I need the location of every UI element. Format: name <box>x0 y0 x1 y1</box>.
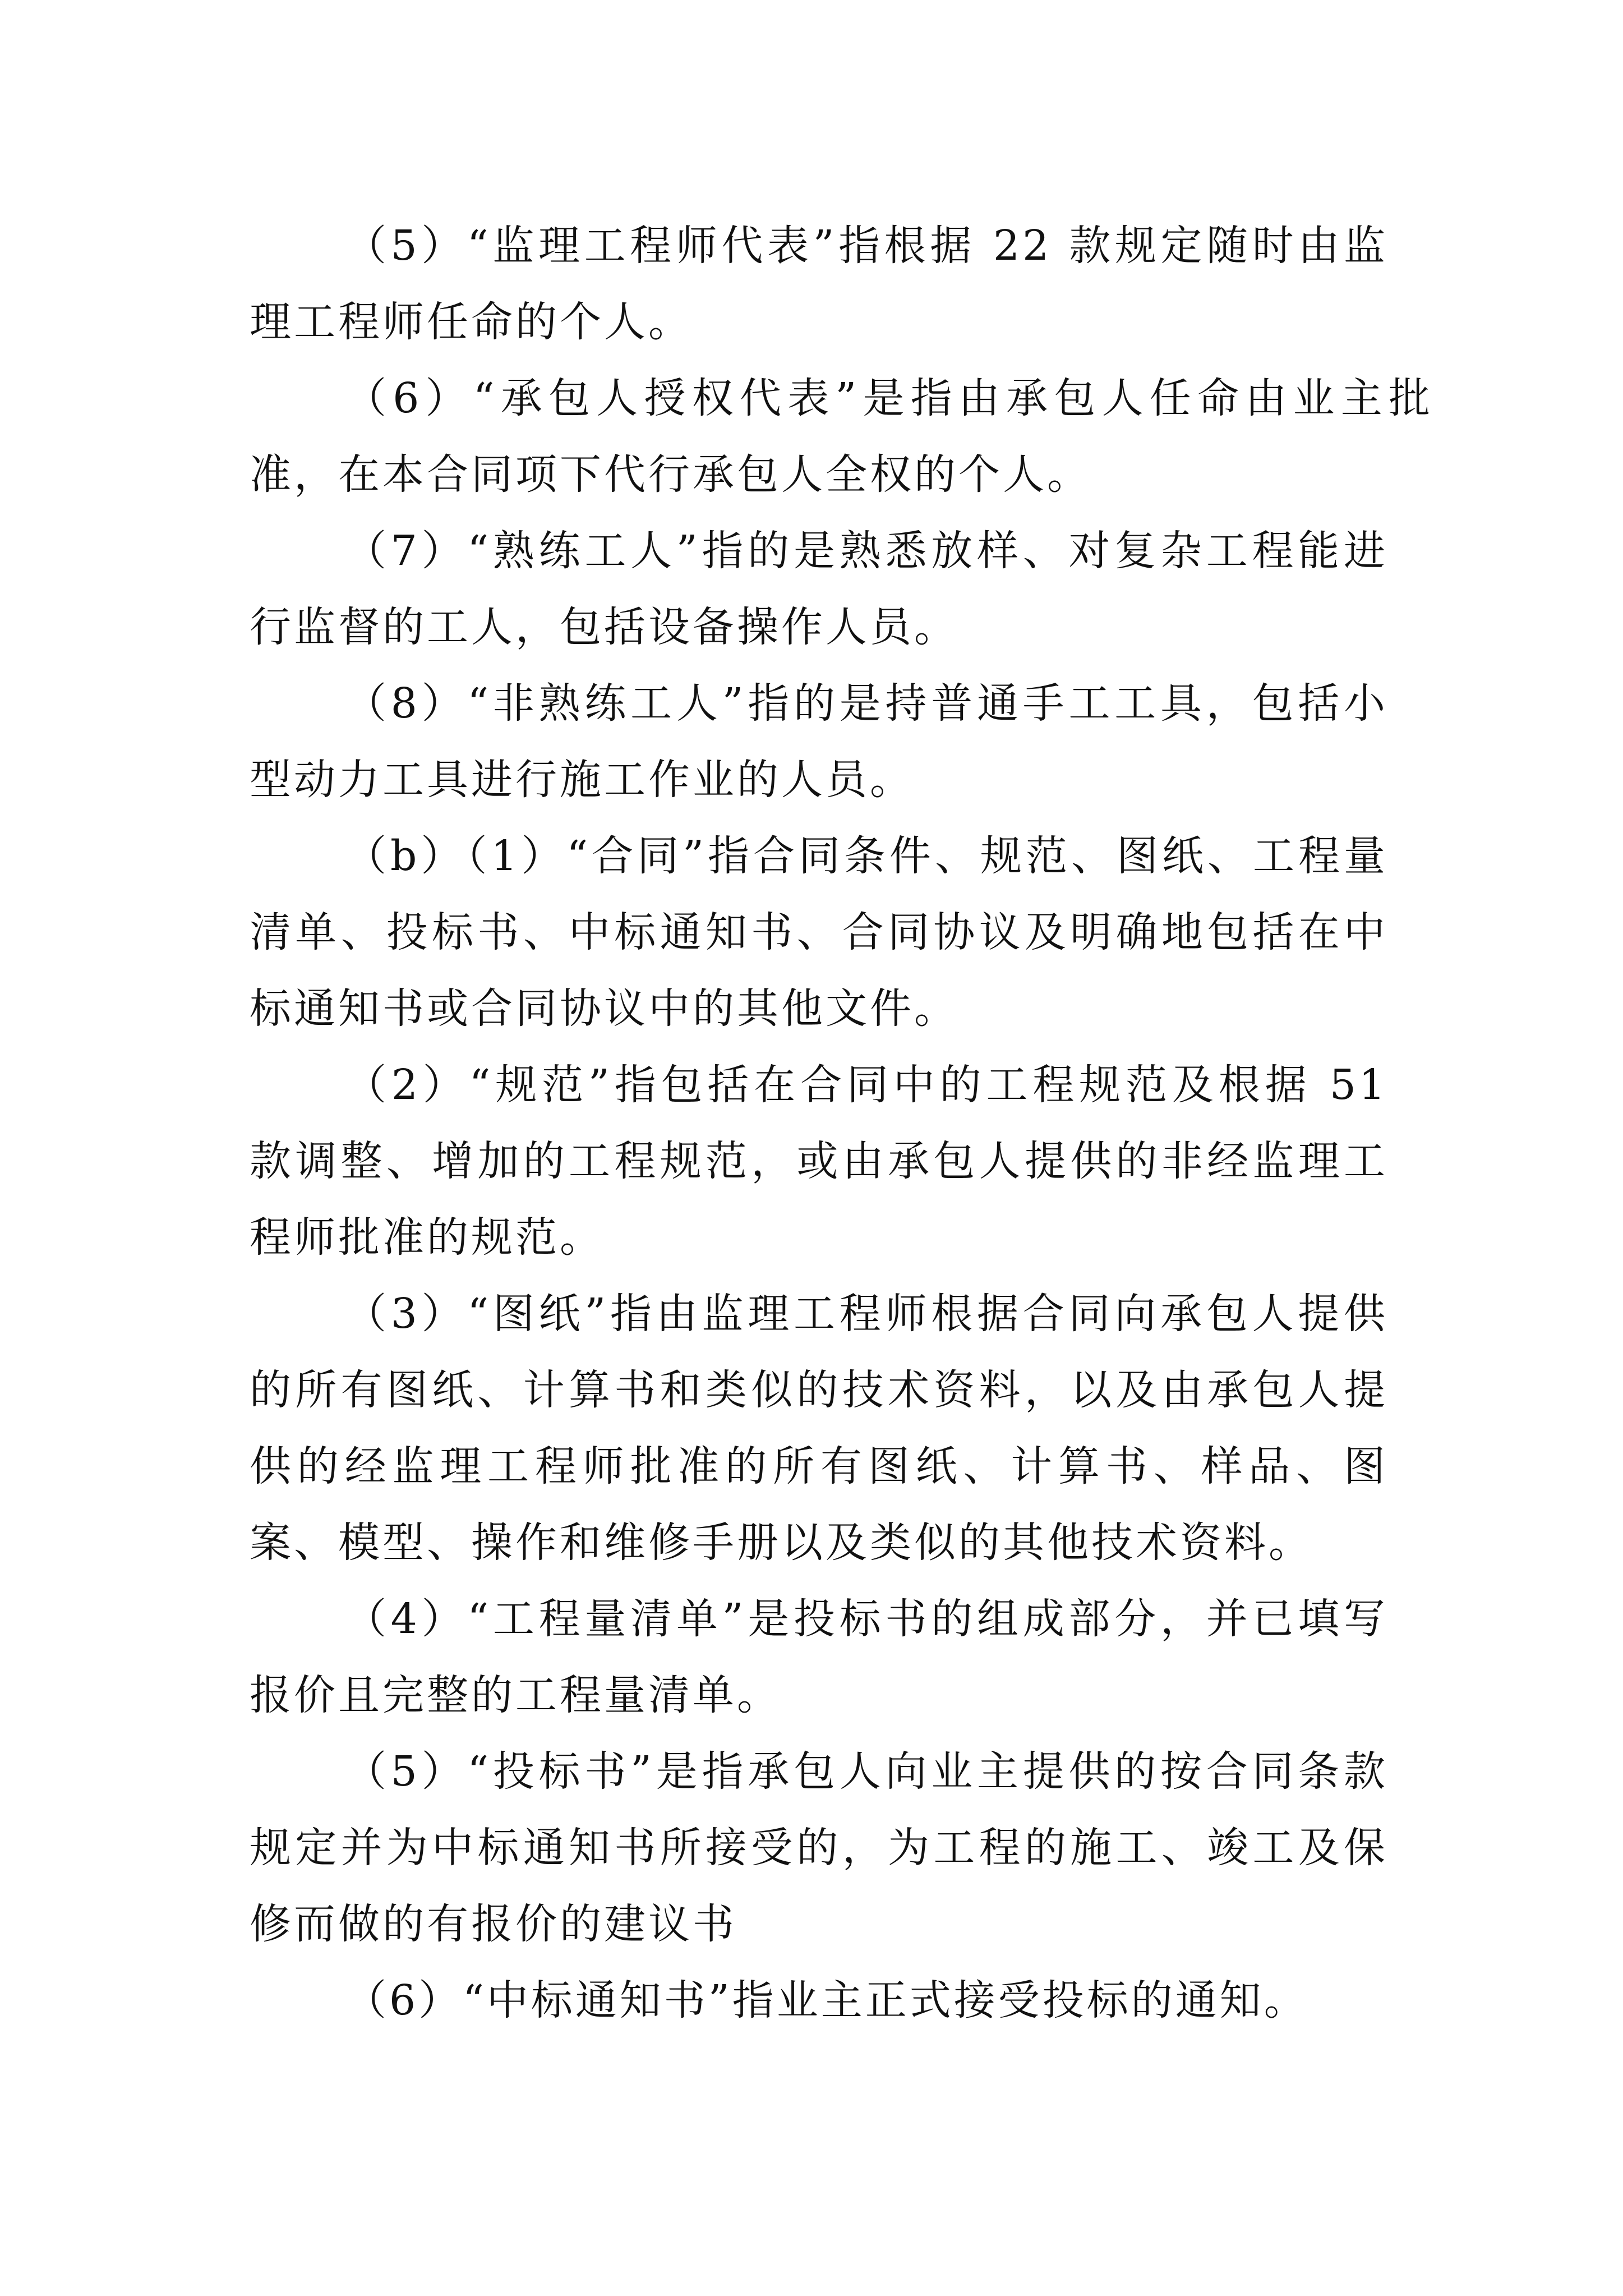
paragraph-supervisor-representative: （5）“监理工程师代表”指根据 22 款规定随时由监理工程师任命的个人。 <box>250 222 1388 346</box>
paragraph-tender: （5）“投标书”是指承包人向业主提供的按合同条款规定并为中标通知书所接受的，为工程的施工、竣工及保修而做的有报价的建议书 <box>250 1747 1388 1948</box>
paragraph-contractor-representative: （6）“承包人授权代表”是指由承包人任命由业主批准，在本合同项下代行承包人全权的个人。 <box>250 374 1433 499</box>
paragraph-specification: （2）“规范”指包括在合同中的工程规范及根据 51 款调整、增加的工程规范，或由承包人提供的非经监理工程师批准的规范。 <box>250 1061 1388 1262</box>
paragraph-bill-of-quantities: （4）“工程量清单”是投标书的组成部分，并已填写报价且完整的工程量清单。 <box>250 1595 1388 1719</box>
paragraph-letter-of-acceptance: （6）“中标通知书”指业主正式接受投标的通知。 <box>345 1976 1308 2024</box>
paragraph-unskilled-worker: （8）“非熟练工人”指的是持普通手工工具，包括小型动力工具进行施工作业的人员。 <box>250 679 1388 804</box>
paragraph-contract: （b）（1）“合同”指合同条件、规范、图纸、工程量清单、投标书、中标通知书、合同协议及明确地包括在中标通知书或合同协议中的其他文件。 <box>250 832 1388 1033</box>
document-page <box>250 208 1433 2039</box>
paragraph-skilled-worker: （7）“熟练工人”指的是熟悉放样、对复杂工程能进行监督的工人，包括设备操作人员。 <box>250 527 1388 651</box>
paragraph-drawings: （3）“图纸”指由监理工程师根据合同向承包人提供的所有图纸、计算书和类似的技术资料，以及由承包人提供的经监理工程师批准的所有图纸、计算书、样品、图案、模型、操作和维修手册以及类似的其他技术资料。 <box>250 1290 1388 1567</box>
